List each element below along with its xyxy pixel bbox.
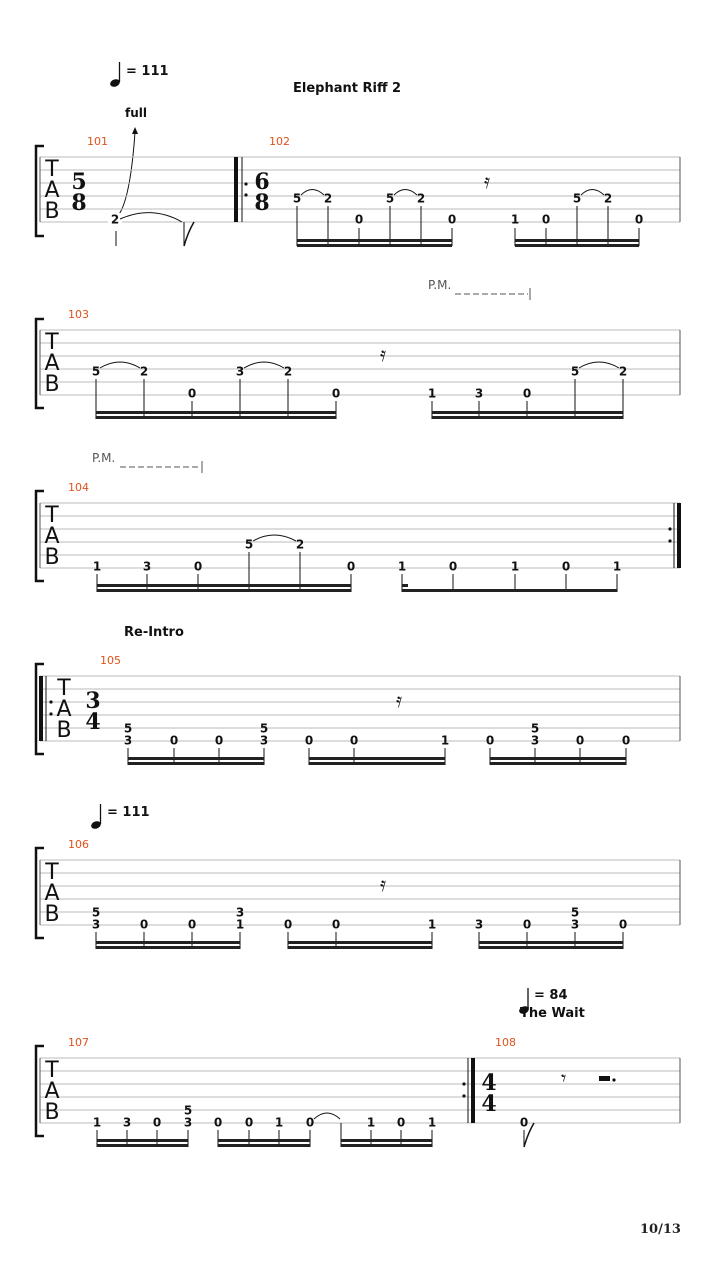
fret-number: 1 <box>510 212 520 227</box>
system-2 <box>36 278 680 419</box>
tab-letter-b: B <box>44 545 60 570</box>
fret-group <box>92 906 627 932</box>
fret-number: 1 <box>274 1115 284 1130</box>
fret-number: 0 <box>485 733 495 748</box>
fret-number: 0 <box>139 917 149 932</box>
fret-number: 1 <box>366 1115 376 1130</box>
palm-mute-label: P.M. <box>92 451 116 465</box>
fret-number: 0 <box>187 386 197 401</box>
tab-letter-a: A <box>44 351 60 376</box>
tempo-text: = 111 <box>126 64 169 79</box>
fret-number: 5 <box>91 905 101 920</box>
beams <box>97 1139 432 1147</box>
fret-number: 0 <box>448 559 458 574</box>
tab-letter-b: B <box>44 902 60 927</box>
rest-icon: 𝄾 <box>561 1066 567 1090</box>
fret-number: 5 <box>244 537 254 552</box>
tab-letter-t: T <box>45 503 59 528</box>
time-sig-bottom: 8 <box>254 190 270 216</box>
tab-letter-b: B <box>44 372 60 397</box>
rest-icon: 𝄿 <box>396 688 403 712</box>
tempo-marking <box>109 62 168 88</box>
system-1 <box>36 62 680 247</box>
fret-number: 0 <box>561 559 571 574</box>
fret-number: 3 <box>235 905 245 920</box>
tab-letter-b: B <box>44 1100 60 1125</box>
measure-number: 102 <box>269 135 290 148</box>
fret-number: 2 <box>139 364 149 379</box>
time-sig-top: 3 <box>85 688 101 714</box>
fret-number: 0 <box>522 386 532 401</box>
time-sig-bottom: 4 <box>85 709 101 735</box>
fret-number: 1 <box>427 386 437 401</box>
note-stems <box>97 1123 432 1147</box>
section-title: Re-Intro <box>124 625 184 640</box>
time-sig-top: 6 <box>254 169 270 195</box>
fret-number: 1 <box>427 1115 437 1130</box>
time-sig-bottom: 8 <box>71 190 87 216</box>
tab-letter-a: A <box>44 1079 60 1104</box>
fret-number: 1 <box>235 917 245 932</box>
fret-number: 3 <box>570 917 580 932</box>
rest-icon: 𝄿 <box>484 169 491 193</box>
tempo-text: = 84 <box>534 988 568 1003</box>
tab-letter-a: A <box>44 881 60 906</box>
fret-number: 1 <box>612 559 622 574</box>
tempo-marking <box>90 804 149 830</box>
fret-number: 3 <box>183 1115 193 1130</box>
fret-number: 3 <box>530 733 540 748</box>
fret-number: 5 <box>259 721 269 736</box>
fret-number: 3 <box>259 733 269 748</box>
fret-number: 0 <box>193 559 203 574</box>
fret-number: 0 <box>283 917 293 932</box>
tempo-text: = 111 <box>107 805 150 820</box>
fret-number: 0 <box>621 733 631 748</box>
staff-lines <box>40 860 680 925</box>
measure-number: 106 <box>68 838 89 851</box>
tab-letter-t: T <box>45 330 59 355</box>
beams <box>97 584 617 592</box>
fret-number: 0 <box>634 212 644 227</box>
beams <box>297 239 639 247</box>
fret-number: 2 <box>603 191 613 206</box>
tab-letter-t: T <box>57 676 71 701</box>
arrow-head-icon <box>132 127 138 134</box>
fret-number: 5 <box>530 721 540 736</box>
fret-number: 3 <box>91 917 101 932</box>
staff-lines <box>40 676 680 741</box>
fret-number: 1 <box>397 559 407 574</box>
palm-mute-label: P.M. <box>428 278 452 292</box>
bend-label: full <box>125 106 147 120</box>
measure-number: 107 <box>68 1036 89 1049</box>
staff-lines <box>40 330 680 395</box>
fret-number: 5 <box>385 191 395 206</box>
tab-letter-t: T <box>45 157 59 182</box>
time-sig-top: 5 <box>71 169 87 195</box>
fret-number: 2 <box>416 191 426 206</box>
note-flag-icon <box>184 222 194 246</box>
fret-number: 5 <box>183 1103 193 1118</box>
tie-slur <box>120 213 182 222</box>
tab-letter-t: T <box>45 860 59 885</box>
bend-arrow <box>116 132 135 218</box>
tab-letter-a: A <box>44 178 60 203</box>
measure-number: 101 <box>87 135 108 148</box>
system-3 <box>36 451 680 592</box>
fret-number: 0 <box>519 1115 529 1130</box>
fret-number: 0 <box>304 733 314 748</box>
fret-number: 0 <box>346 559 356 574</box>
fret-group <box>93 1104 436 1130</box>
page-number: 10/13 <box>640 1222 681 1237</box>
time-sig-bottom: 4 <box>481 1091 497 1117</box>
fret-number: 3 <box>474 917 484 932</box>
fret-number: 0 <box>331 386 341 401</box>
time-sig-top: 4 <box>481 1070 497 1096</box>
tie-slurs <box>301 190 604 196</box>
fret-number: 0 <box>541 212 551 227</box>
tie-slur <box>314 1113 340 1119</box>
fret-number: 0 <box>152 1115 162 1130</box>
fret-number: 0 <box>169 733 179 748</box>
fret-number: 3 <box>474 386 484 401</box>
tab-letter-a: A <box>56 697 72 722</box>
fret-number: 5 <box>123 721 133 736</box>
fret-number: 0 <box>214 733 224 748</box>
fret-number: 0 <box>331 917 341 932</box>
fret-number: 2 <box>295 537 305 552</box>
beams <box>128 757 626 765</box>
fret-number: 3 <box>235 364 245 379</box>
fret-number: 0 <box>213 1115 223 1130</box>
fret-group <box>124 722 630 748</box>
fret-number: 2 <box>323 191 333 206</box>
section-title: Elephant Riff 2 <box>293 81 402 96</box>
fret-number: 1 <box>427 917 437 932</box>
fret-number: 0 <box>187 917 197 932</box>
measure-number: 104 <box>68 481 89 494</box>
measure-number: 105 <box>100 654 121 667</box>
measure-number: 108 <box>495 1036 516 1049</box>
tab-letter-a: A <box>44 524 60 549</box>
fret-number: 0 <box>305 1115 315 1130</box>
beams <box>96 411 623 419</box>
fret-number: 0 <box>244 1115 254 1130</box>
fret-number: 1 <box>440 733 450 748</box>
fret-number: 5 <box>292 191 302 206</box>
fret-number: 3 <box>122 1115 132 1130</box>
half-rest-icon <box>599 1076 610 1081</box>
fret-number: 5 <box>91 364 101 379</box>
fret-number: 5 <box>570 364 580 379</box>
rest-icon: 𝄿 <box>380 342 387 366</box>
staff-lines <box>40 503 680 568</box>
fret-number: 0 <box>522 917 532 932</box>
fret-number: 2 <box>283 364 293 379</box>
fret-number: 0 <box>354 212 364 227</box>
beams <box>96 941 623 949</box>
tab-letter-b: B <box>56 718 72 743</box>
fret-number: 1 <box>92 1115 102 1130</box>
fret-number: 2 <box>110 212 120 227</box>
tab-letter-b: B <box>44 199 60 224</box>
fret-number: 3 <box>142 559 152 574</box>
fret-number: 0 <box>396 1115 406 1130</box>
system-4 <box>36 625 680 765</box>
fret-number: 0 <box>447 212 457 227</box>
fret-number: 1 <box>510 559 520 574</box>
rest-icon: 𝄿 <box>380 872 387 896</box>
tab-letter-t: T <box>45 1058 59 1083</box>
fret-number: 3 <box>123 733 133 748</box>
section-title: The Wait <box>520 1006 585 1021</box>
fret-number: 5 <box>572 191 582 206</box>
fret-number: 1 <box>92 559 102 574</box>
fret-number: 0 <box>575 733 585 748</box>
system-5 <box>36 804 680 949</box>
system-6 <box>36 988 680 1147</box>
fret-number: 0 <box>349 733 359 748</box>
tie-slur <box>253 535 296 541</box>
fret-number: 0 <box>618 917 628 932</box>
staff-lines <box>40 1058 680 1123</box>
tie-slurs <box>100 362 619 368</box>
fret-number: 5 <box>570 905 580 920</box>
measure-number: 103 <box>68 308 89 321</box>
fret-number: 2 <box>618 364 628 379</box>
